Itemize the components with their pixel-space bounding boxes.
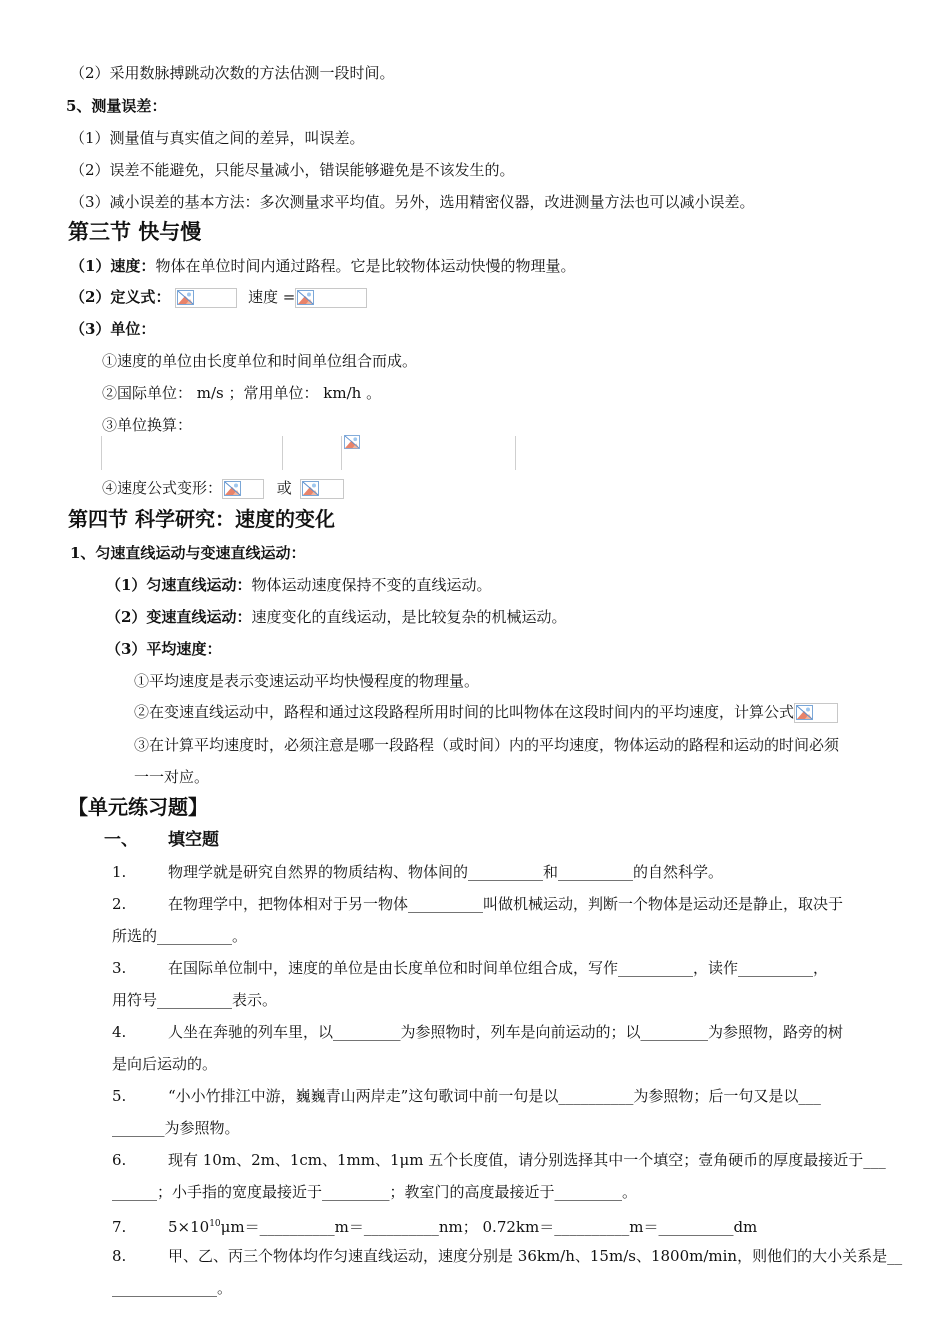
section-4-title: 第四节 科学研究：速度的变化 — [68, 507, 335, 531]
error-point-3: （3）减小误差的基本方法：多次测量求平均值。另外，选用精密仪器，改进测量方法也可以减小误差。 — [70, 193, 755, 211]
question-number: 1. — [112, 863, 127, 881]
motion-types-heading: 1、匀速直线运动与变速直线运动： — [70, 544, 306, 562]
question-2-cont: 所选的__________。 — [112, 927, 248, 945]
measure-line-2: （2）采用数脉搏跳动次数的方法估测一段时间。 — [70, 64, 395, 82]
image-icon — [224, 481, 241, 496]
unit-point-3: ③单位换算： — [102, 416, 193, 434]
measure-error-heading: 5、测量误差： — [66, 97, 167, 115]
average-speed-point-2 — [134, 702, 838, 723]
question-text: 在国际单位制中，速度的单位是由长度单位和时间单位组合成，写作__________，读作__________， — [168, 959, 829, 977]
unit-point-4 — [102, 478, 344, 499]
question-text: 甲、乙、丙三个物体均作匀速直线运动，速度分别是 36km/h、15m/s、1800m/min，则他们的大小关系是__ — [168, 1247, 903, 1265]
formula-or: 或 — [276, 479, 292, 497]
question-text: 现有 10m、2m、1cm、1mm、1μm 五个长度值，请分别选择其中一个填空；壹角硬币的厚度最接近于___ — [168, 1151, 886, 1169]
question-7 — [112, 1214, 757, 1237]
question-number: 8. — [112, 1247, 127, 1265]
image-icon — [343, 435, 361, 449]
variable-motion — [106, 607, 566, 627]
question-2 — [112, 894, 843, 914]
question-number: 4. — [112, 1023, 127, 1041]
question-8-cont: ______________。 — [112, 1279, 233, 1297]
question-number: 5. — [112, 1087, 127, 1105]
question-text: 在物理学中，把物体相对于另一物体__________叫做机械运动，判断一个物体是运动还是静止，取决于 — [168, 895, 844, 913]
image-icon — [297, 290, 314, 305]
image-icon — [177, 290, 194, 305]
question-8 — [112, 1246, 902, 1266]
error-point-1: （1）测量值与真实值之间的差异，叫误差。 — [70, 129, 365, 147]
part-heading — [104, 829, 219, 851]
question-text: “小小竹排江中游，巍巍青山两岸走”这句歌词中前一句是以__________为参照物；后一句又是以___ — [168, 1087, 821, 1105]
question-number: 3. — [112, 959, 127, 977]
uniform-text: 物体运动速度保持不变的直线运动。 — [251, 576, 492, 594]
uniform-label: （1）匀速直线运动： — [106, 576, 252, 594]
average-speed-label: （3）平均速度： — [106, 640, 222, 658]
average-speed-point-3: ③在计算平均速度时，必须注意是哪一段路程（或时间）内的平均速度，物体运动的路程和运动的时间必须 — [134, 736, 840, 754]
average-speed-formula-image — [794, 703, 838, 723]
question-number: 7. — [112, 1218, 127, 1236]
question-4 — [112, 1022, 843, 1042]
average-speed-text: ②在变速直线运动中，路程和通过这段路程所用时间的比叫物体在这段时间内的平均速度，计算公式 — [134, 703, 795, 721]
question-3-cont: 用符号__________表示。 — [112, 991, 278, 1009]
speed-label: （1）速度： — [70, 257, 156, 275]
formula-transform-label: ④速度公式变形： — [102, 479, 223, 497]
question-6-cont: ______；小手指的宽度最接近于_________；教室门的高度最接近于_________。 — [112, 1183, 638, 1201]
image-icon — [302, 481, 319, 496]
question-7-base: 5×10 — [168, 1218, 210, 1236]
unit-point-2: ②国际单位： m/s ；常用单位： km/h 。 — [102, 384, 382, 402]
average-speed-point-3-cont: 一一对应。 — [134, 768, 210, 786]
question-7-exponent: 10 — [209, 1219, 221, 1229]
formula-speed-eq: 速度 = — [248, 288, 296, 306]
exercise-title: 【单元练习题】 — [68, 795, 208, 819]
question-1 — [112, 862, 723, 882]
question-number: 2. — [112, 895, 127, 913]
formula-image-placeholder-2 — [295, 288, 367, 308]
section-3-title: 第三节 快与慢 — [68, 220, 202, 244]
conversion-table-cell — [341, 436, 342, 470]
question-text: 人坐在奔驰的列车里，以_________为参照物时，列车是向前运动的；以_________为参照物，路旁的树 — [168, 1023, 844, 1041]
uniform-motion — [106, 575, 491, 595]
image-icon — [796, 705, 813, 720]
average-speed-point-1: ①平均速度是表示变速运动平均快慢程度的物理量。 — [134, 672, 480, 690]
question-text: 物理学就是研究自然界的物质结构、物体间的__________和__________的自然科学。 — [168, 863, 724, 881]
question-text: μm＝__________m＝__________nm； 0.72km＝__________m＝__________dm — [220, 1218, 758, 1236]
question-3 — [112, 958, 828, 978]
question-5 — [112, 1086, 821, 1106]
speed-text: 物体在单位时间内通过路程。它是比较物体运动快慢的物理量。 — [155, 257, 576, 275]
formula-label: （2）定义式： — [70, 288, 171, 306]
formula-image-placeholder — [175, 288, 237, 308]
formula-transform-image-1 — [222, 479, 264, 499]
speed-definition — [70, 256, 575, 276]
unit-point-1: ①速度的单位由长度单位和时间单位组合而成。 — [102, 352, 418, 370]
error-point-2: （2）误差不能避免，只能尽量减小，错误能够避免是不该发生的。 — [70, 161, 515, 179]
question-5-cont: _______为参照物。 — [112, 1119, 240, 1137]
conversion-table-cell — [282, 436, 283, 470]
question-4-cont: 是向后运动的。 — [112, 1055, 218, 1073]
part-title: 填空题 — [168, 830, 219, 850]
variable-text: 速度变化的直线运动，是比较复杂的机械运动。 — [251, 608, 567, 626]
conversion-table-cell — [101, 436, 102, 470]
question-6 — [112, 1150, 886, 1170]
unit-label: （3）单位： — [70, 320, 156, 338]
part-number: 一、 — [104, 830, 138, 850]
speed-formula-line — [70, 287, 367, 308]
formula-transform-image-2 — [300, 479, 344, 499]
variable-label: （2）变速直线运动： — [106, 608, 252, 626]
conversion-table-cell — [515, 436, 516, 470]
question-number: 6. — [112, 1151, 127, 1169]
